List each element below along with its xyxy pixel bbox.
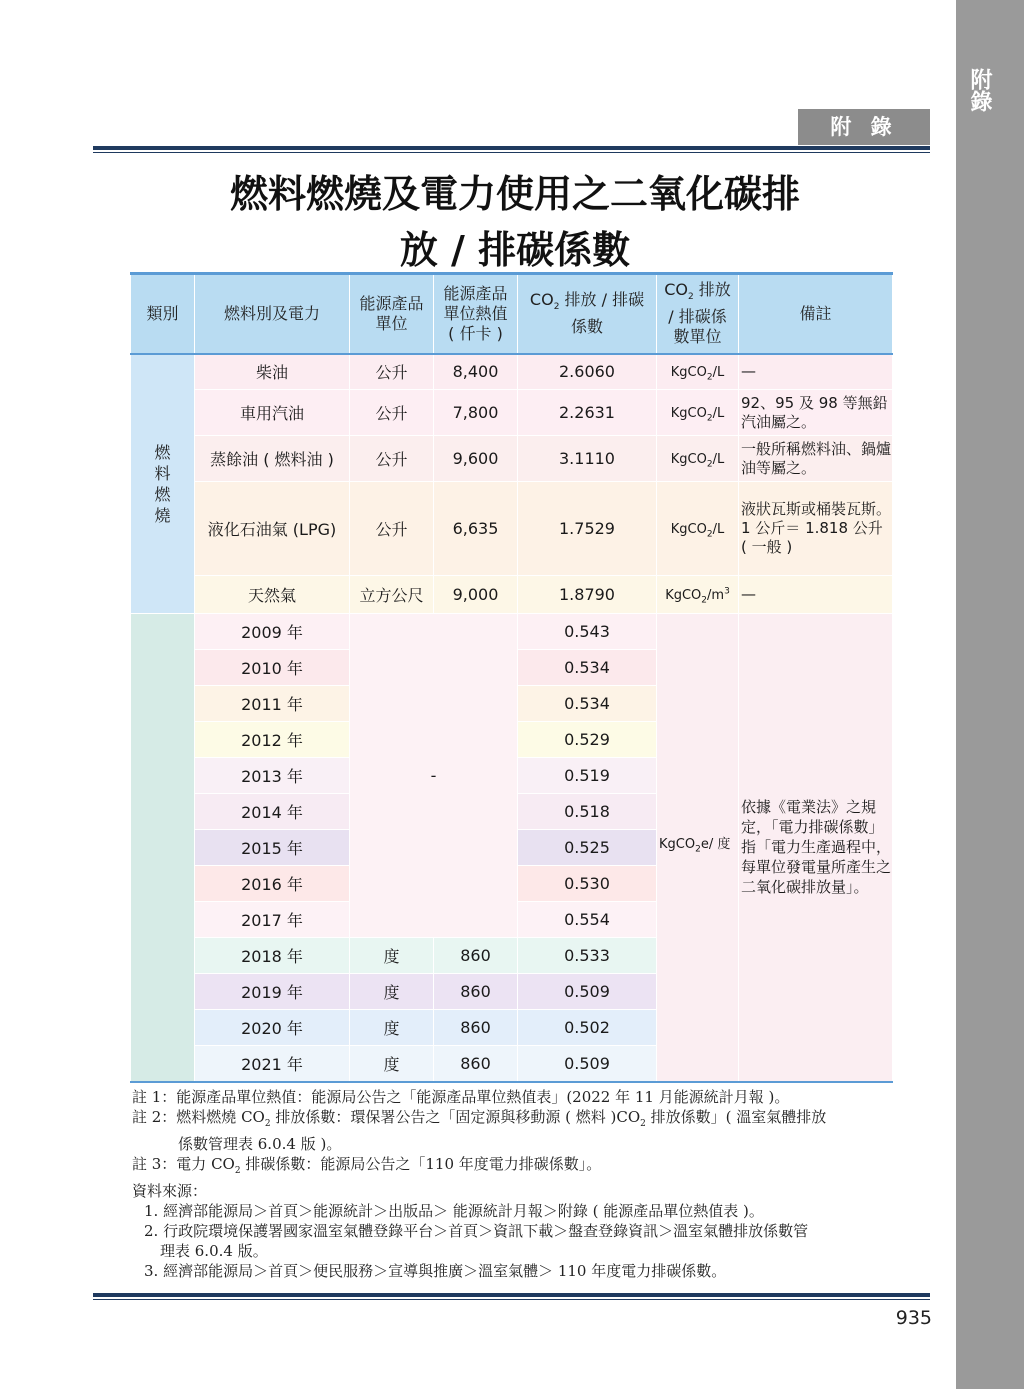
electricity-heat: 860: [434, 1010, 518, 1046]
note-1: 註 1：能源產品單位熱值：能源局公告之「能源產品單位熱值表」(2022 年 11 月能源統計月報 )。: [132, 1088, 790, 1106]
fuel-coef: 2.6060: [518, 354, 657, 390]
electricity-year: 2021 年: [195, 1046, 350, 1082]
page-number: 935: [895, 1307, 932, 1329]
electricity-row: [131, 614, 893, 650]
electricity-year: 2015 年: [195, 830, 350, 866]
fuel-name: 天然氣: [195, 576, 350, 614]
electricity-year: 2012 年: [195, 722, 350, 758]
fuel-coef-unit: KgCO$_2$/L: [657, 354, 739, 390]
electricity-coef: 0.533: [518, 938, 657, 974]
footnotes: [132, 1087, 902, 1281]
electricity-coef: 0.534: [518, 686, 657, 722]
electricity-remark: 依據《電業法》之規定，「電力排碳係數」指「電力生產過程中，每單位發電量所產生之二氧化碳排放量」。: [739, 614, 893, 1082]
electricity-year: 2010 年: [195, 650, 350, 686]
header-co2-unit: $CO_2$ 排放 / 排碳係 數單位: [657, 274, 739, 354]
side-label-text: 附錄: [967, 68, 993, 112]
bottom-rule-thin: [93, 1299, 930, 1300]
electricity-unit-heat-dash: -: [350, 614, 518, 938]
fuel-name: 車用汽油: [195, 390, 350, 436]
top-rule-thin: [93, 152, 930, 153]
fuel-unit: 公升: [350, 482, 434, 576]
fuel-coef: 3.1110: [518, 436, 657, 482]
electricity-year: 2009 年: [195, 614, 350, 650]
electricity-coef: 0.519: [518, 758, 657, 794]
electricity-unit: 度: [350, 938, 434, 974]
fuel-row: [131, 354, 893, 390]
fuel-coef-unit: KgCO$_2$/L: [657, 482, 739, 576]
fuel-unit: 公升: [350, 354, 434, 390]
page-title: [150, 166, 880, 278]
electricity-coef: 0.554: [518, 902, 657, 938]
side-label: [958, 68, 992, 112]
bottom-rule: [93, 1293, 930, 1297]
electricity-coef: 0.518: [518, 794, 657, 830]
header-unit: 能源產品 單位: [350, 274, 434, 354]
fuel-name: 液化石油氣 (LPG): [195, 482, 350, 576]
category-electricity: [131, 614, 195, 1082]
emission-table: [130, 272, 893, 1083]
source-1: 1. 經濟部能源局＞首頁＞能源統計＞出版品＞ 能源統計月報＞附錄 ( 能源產品單位熱值表 )。: [144, 1202, 764, 1220]
header-category: 類別: [131, 274, 195, 354]
electricity-unit: 度: [350, 1046, 434, 1082]
header-fuel: 燃料別及電力: [195, 274, 350, 354]
electricity-coef: 0.525: [518, 830, 657, 866]
fuel-row: [131, 436, 893, 482]
electricity-year: 2018 年: [195, 938, 350, 974]
note-3: 註 3：電力 $CO_2$ 排碳係數：能源局公告之「110 年度電力排碳係數」。: [132, 1155, 602, 1176]
fuel-coef: 1.8790: [518, 576, 657, 614]
electricity-unit: 度: [350, 974, 434, 1010]
note-2: 註 2：燃料燃燒 $CO_2$ 排放係數：環保署公告之「固定源與移動源 ( 燃料 )$CO_2$ 排放係數」( 溫室氣體排放: [132, 1108, 827, 1129]
fuel-coef-unit: KgCO$_2$/L: [657, 390, 739, 436]
source-title: 資料來源：: [132, 1182, 208, 1200]
fuel-remark: —: [739, 576, 893, 614]
fuel-coef: 1.7529: [518, 482, 657, 576]
electricity-coef-unit: KgCO$_2$e/ 度: [657, 614, 739, 1082]
source-2-cont: 理表 6.0.4 版。: [160, 1242, 268, 1260]
electricity-coef: 0.543: [518, 614, 657, 650]
header-co2: $CO_2$ 排放 / 排碳 係數: [518, 274, 657, 354]
electricity-year: 2020 年: [195, 1010, 350, 1046]
electricity-year: 2016 年: [195, 866, 350, 902]
top-rule: [93, 146, 930, 150]
fuel-name: 蒸餘油 ( 燃料油 ): [195, 436, 350, 482]
fuel-remark: 一般所稱燃料油、鍋爐油等屬之。: [739, 436, 893, 482]
fuel-remark: —: [739, 354, 893, 390]
electricity-coef: 0.502: [518, 1010, 657, 1046]
fuel-unit: 公升: [350, 390, 434, 436]
source-2: 2. 行政院環境保護署國家溫室氣體登錄平台＞首頁＞資訊下載＞盤查登錄資訊＞溫室氣體排放係數管: [144, 1222, 809, 1240]
section-tag: 附 錄: [798, 109, 930, 145]
electricity-heat: 860: [434, 974, 518, 1010]
fuel-heat: 7,800: [434, 390, 518, 436]
electricity-coef: 0.509: [518, 1046, 657, 1082]
electricity-coef: 0.534: [518, 650, 657, 686]
electricity-year: 2017 年: [195, 902, 350, 938]
source-3: 3. 經濟部能源局＞首頁＞便民服務＞宣導與推廣＞溫室氣體＞ 110 年度電力排碳係數。: [144, 1262, 727, 1280]
fuel-unit: 立方公尺: [350, 576, 434, 614]
side-bar: [956, 0, 1024, 1389]
electricity-coef: 0.530: [518, 866, 657, 902]
fuel-row: [131, 576, 893, 614]
fuel-heat: 9,600: [434, 436, 518, 482]
fuel-name: 柴油: [195, 354, 350, 390]
note-2-cont: 係數管理表 6.0.4 版 )。: [178, 1135, 342, 1153]
electricity-coef: 0.529: [518, 722, 657, 758]
title-line-2: 放 / 排碳係數: [399, 227, 631, 272]
fuel-remark: 92、95 及 98 等無鉛汽油屬之。: [739, 390, 893, 436]
title-line-1: 燃料燃燒及電力使用之二氧化碳排: [229, 171, 800, 216]
electricity-year: 2013 年: [195, 758, 350, 794]
fuel-row: [131, 390, 893, 436]
electricity-unit: 度: [350, 1010, 434, 1046]
fuel-coef-unit: KgCO$_2$/L: [657, 436, 739, 482]
category-fuel: 燃 料 燃 燒: [131, 354, 195, 614]
electricity-year: 2019 年: [195, 974, 350, 1010]
fuel-coef: 2.2631: [518, 390, 657, 436]
fuel-heat: 8,400: [434, 354, 518, 390]
electricity-year: 2014 年: [195, 794, 350, 830]
fuel-row: [131, 482, 893, 576]
electricity-heat: 860: [434, 1046, 518, 1082]
electricity-coef: 0.509: [518, 974, 657, 1010]
fuel-unit: 公升: [350, 436, 434, 482]
header-remark: 備註: [739, 274, 893, 354]
header-heat: 能源產品 單位熱值 ( 仟卡 ): [434, 274, 518, 354]
fuel-heat: 6,635: [434, 482, 518, 576]
electricity-heat: 860: [434, 938, 518, 974]
fuel-coef-unit: $KgCO_2/m^3$: [657, 576, 739, 614]
electricity-year: 2011 年: [195, 686, 350, 722]
table-header-row: [131, 274, 893, 354]
fuel-heat: 9,000: [434, 576, 518, 614]
fuel-remark: 液狀瓦斯或桶裝瓦斯。 1 公斤＝ 1.818 公升 ( 一般 ): [739, 482, 893, 576]
